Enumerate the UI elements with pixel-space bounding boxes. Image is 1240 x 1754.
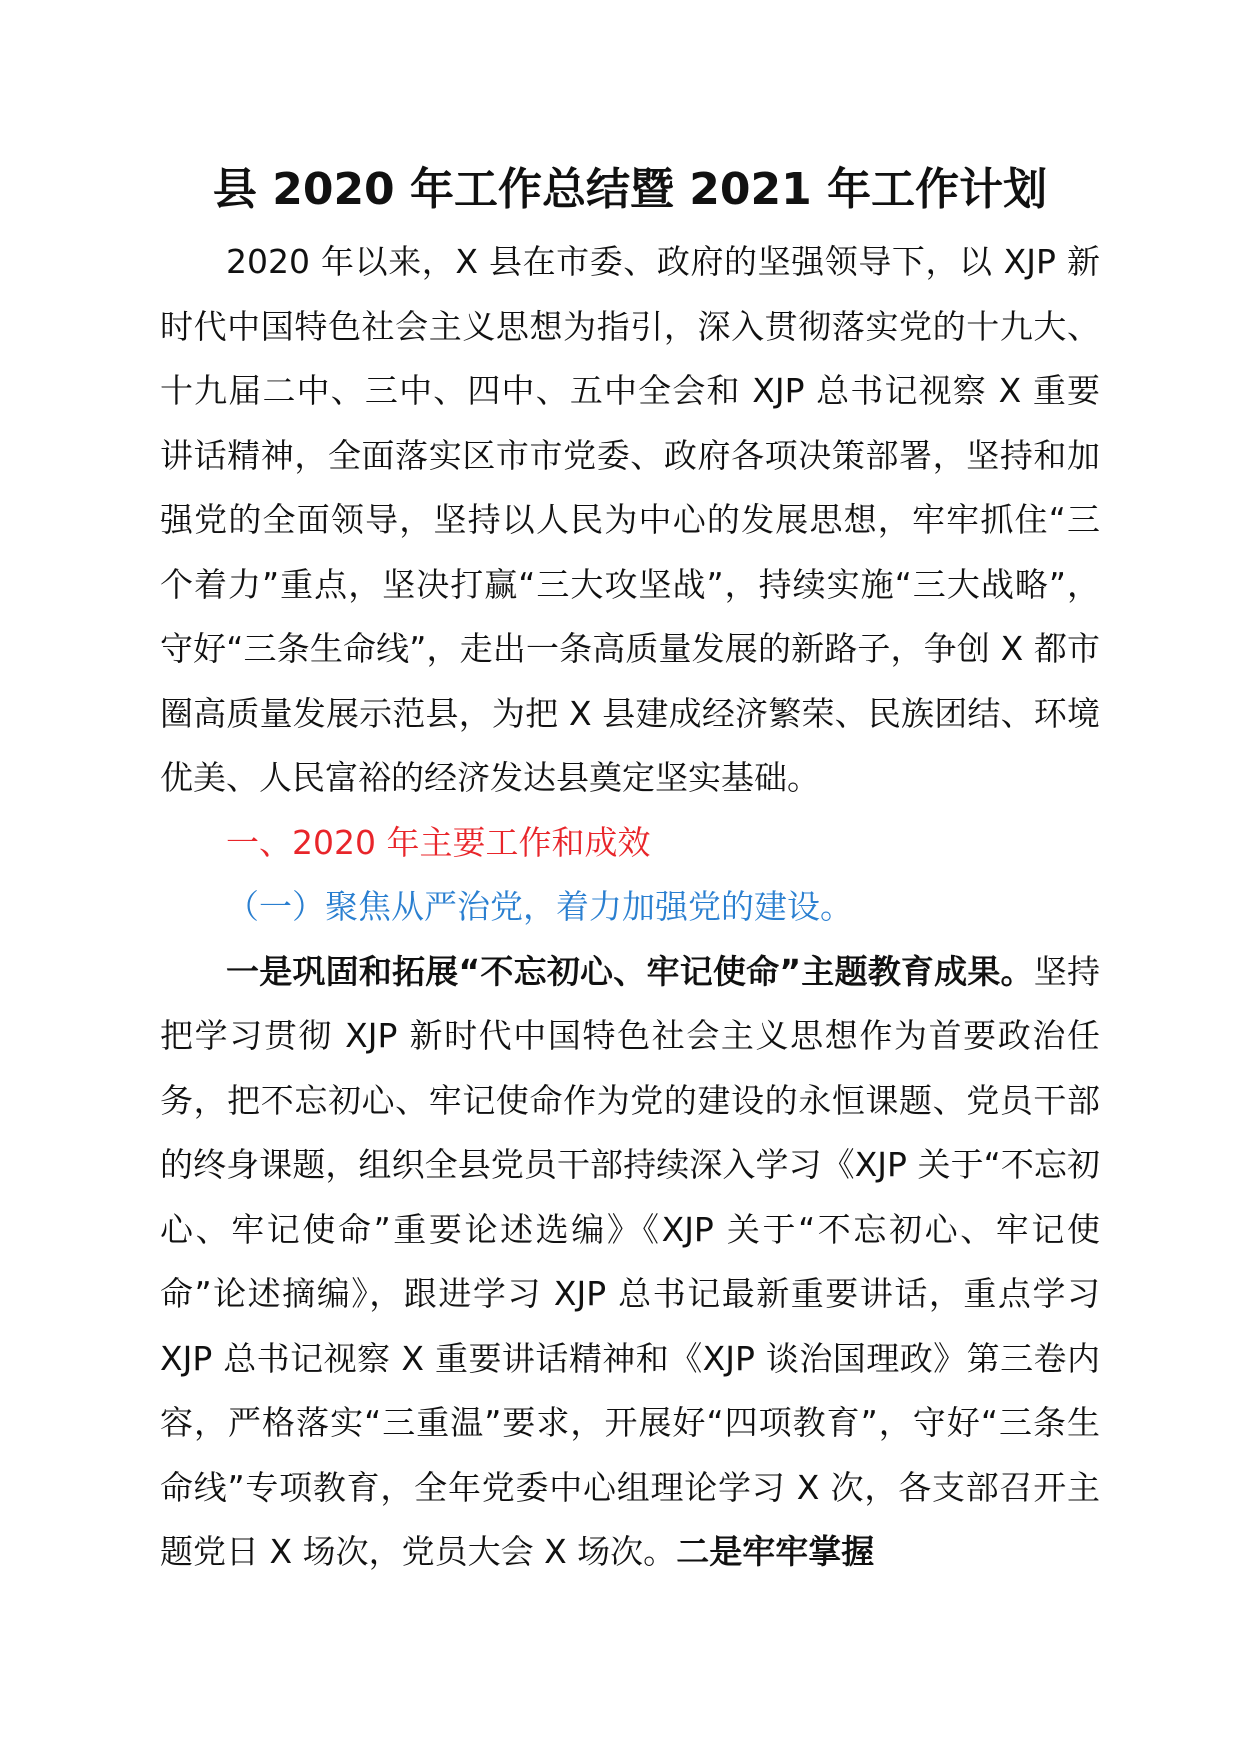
document-body bbox=[160, 230, 1100, 1585]
point-two-lead: 二是牢牢掌握 bbox=[676, 1532, 875, 1571]
point-one-lead: 一是巩固和拓展“不忘初心、牢记使命”主题教育成果。 bbox=[226, 951, 1034, 991]
document-title: 县 2020 年工作总结暨 2021 年工作计划 bbox=[212, 164, 1048, 215]
point-one-paragraph bbox=[160, 940, 1100, 1585]
point-one-body: 坚持把学习贯彻 XJP 新时代中国特色社会主义思想作为首要政治任务，把不忘初心、牢记使命作为党的建设的永恒课题、党员干部的终身课题，组织全县党员干部持续深入学习《XJP 关于“不忘初心、牢记使命”重要论述选编》《XJP 关于“不忘初心、牢记使命”论述摘编》，跟进学习 XJP 总书记最新重要讲话，重点学习 XJP 总书记视察 X 重要讲话精神和《XJP 谈治国理政》第三卷内容，严格落实“三重温”要求，开展好“四项教育”，守好“三条生命线”专项教育，全年党委中心组理论学习 X 次，各支部召开主题党日 X 场次，党员大会 X 场次。 bbox=[160, 951, 1100, 1571]
subsection-heading: （一）聚焦从严治党，着力加强党的建设。 bbox=[226, 887, 853, 926]
section-heading: 一、2020 年主要工作和成效 bbox=[226, 822, 651, 862]
intro-paragraph: 2020 年以来，X 县在市委、政府的坚强领导下，以 XJP 新时代中国特色社会主义思想为指引，深入贯彻落实党的十九大、十九届二中、三中、四中、五中全会和 XJP 总书记视察 X 重要讲话精神，全面落实区市市党委、政府各项决策部署，坚持和加强党的全面领导，坚持以人民为中心的发展思想，牢牢抓住“三个着力”重点，坚决打赢“三大攻坚战”，持续实施“三大战略”，守好“三条生命线”，走出一条高质量发展的新路子，争创 X 都市圈高质量发展示范县，为把 X 县建成经济繁荣、民族团结、环境优美、人民富裕的经济发达县奠定坚实基础。 bbox=[160, 242, 1100, 797]
